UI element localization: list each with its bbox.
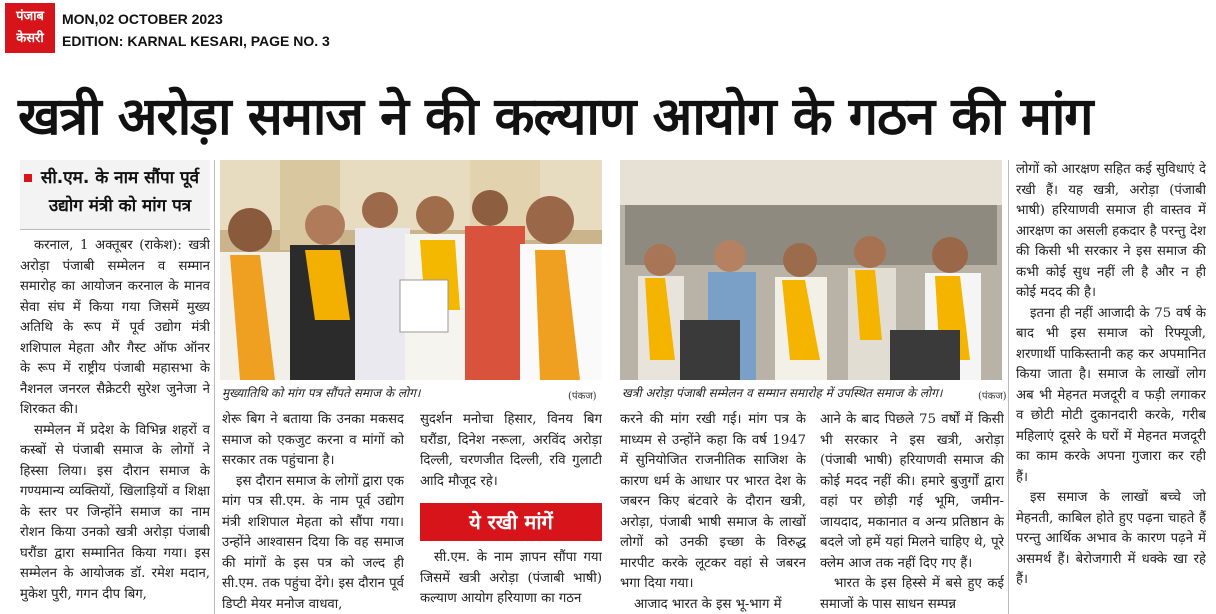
paragraph: करनाल, 1 अक्तूबर (राकेश): खत्री अरोड़ा पंजाबी सम्मेलन व सम्मान समारोह का आयोजन करनाल के मानव सेवा संघ में किया गया जिसमें मुख्य अतिथि के रूप में पूर्व उद्योग मंत्री शशिपाल मेहता और गैस्ट ऑफ ऑनर के रूप में राष्ट्रीय पंजाबी महासभा के नैशनल जनरल सैक्रेटरी सुरेश जुनेजा ने शिरकत की। bbox=[20, 238, 210, 417]
photo-audience bbox=[620, 160, 1002, 380]
paragraph: सुदर्शन मनोचा हिसार, विनय बिग घरौंडा, दिनेश नरूला, अरविंद अरोड़ा दिल्ली, चरणजीत दिल्ली, रवि गुलाटी आदि मौजूद रहे। bbox=[420, 412, 602, 489]
paragraph: सम्मेलन में प्रदेश के विभिन्न शहरों व कस्बों से पंजाबी समाज के लोगों ने हिस्सा लिया। इस दौरान समाज के गण्यमान्य व्यक्तियों, खिलाड़ियों व शिक्षा के स्तर पर जिन्होंने समाज का नाम रोशन किया उनको खत्री अरोड़ा पंजाबी घरौंडा द्वारा सम्मानित किया गया। इस सम्मेलन के आयोजक डॉ. रमेश मदान, मुकेश पुरी, गगन दीप बिग, bbox=[20, 422, 210, 602]
paragraph: इस समाज के लाखों बच्चे जो मेहनती, काबिल होते हुए पढ़ना चाहते हैं परन्तु आर्थिक अभाव के कारण पढ़ने में असमर्थ हैं। बेरोजगारी में धक्के खा रहे हैं। bbox=[1016, 490, 1206, 587]
subheadline bbox=[20, 160, 210, 230]
paragraph: शेरू बिग ने बताया कि उनका मकसद समाज को एकजुट करना व मांगों को सरकार तक पहुंचाना है। bbox=[222, 412, 404, 468]
article-column-4 bbox=[620, 410, 806, 614]
edition-header bbox=[0, 0, 1216, 60]
paragraph: आजाद भारत के इस भू-भाग में bbox=[634, 596, 782, 612]
paragraph: इतना ही नहीं आजादी के 75 वर्ष के बाद भी इस समाज को रिफ्यूजी, शरणार्थी पाकिस्तानी कह कर अपमानित किया जाता है। समाज के लाखों लोग अब भी मेहनत मजदूरी व फड़ी लगाकर व छोटी मोटी दुकानदारी करके, गरीब महिलाएं दूसरे के घरों में मेहनत मजदूरी का काम करके अपना गुजारा कर रही हैं। bbox=[1016, 305, 1206, 485]
paragraph: भारत के इस हिस्से में बसे हुए कई समाजों के पास साधन सम्पन्न bbox=[820, 576, 1004, 612]
column-divider bbox=[1008, 160, 1009, 614]
edition-date: MON,02 OCTOBER 2023 bbox=[62, 11, 223, 27]
photo-2-credit: (पंकज) bbox=[978, 391, 1007, 402]
article-column-2 bbox=[222, 410, 404, 614]
demands-box: ये रखी मांगें bbox=[420, 503, 602, 541]
photo-image bbox=[620, 160, 1002, 380]
bullet-square-icon bbox=[24, 174, 32, 182]
logo-line-1: पंजाब bbox=[16, 9, 44, 24]
photo-2-caption: खत्री अरोड़ा पंजाबी सम्मेलन व सम्मान समारोह में उपस्थित समाज के लोग। bbox=[622, 386, 943, 400]
paragraph: करने की मांग रखी गई। मांग पत्र के माध्यम से उन्होंने कहा कि वर्ष 1947 में सुनियोजित राजनीतिक साजिश के कारण धर्म के आधार पर भारत देश के जबरन किए बंटवारे के दौरान खत्री, अरोड़ा, पंजाबी भाषी समाज के लाखों लोगों को उनकी इच्छा के विरुद्ध मारपीट करके लूटकर वहां से जबरन भगा दिया गया। bbox=[620, 412, 806, 591]
article-column-5 bbox=[820, 410, 1004, 614]
paragraph: लोगों को आरक्षण सहित कई सुविधाएं दे रखी हैं। यह खत्री, अरोड़ा (पंजाबी भाषी) हरियाणवी समाज ही वास्तव में आरक्षण का असली हकदार है परन्तु देश की किसी भी सरकार ने इस समाज की कभी कोई सुध नहीं ली है और न ही कोई मदद की है। bbox=[1016, 162, 1206, 300]
subheadline-text: सी.एम. के नाम सौंपा पूर्व उद्योग मंत्री को मांग पत्र bbox=[40, 168, 200, 216]
photo-1-caption: मुख्यातिथि को मांग पत्र सौंपते समाज के लोग। bbox=[222, 386, 421, 400]
article-column-3 bbox=[420, 410, 602, 500]
page-headline: खत्री अरोड़ा समाज ने की कल्याण आयोग के गठन की मांग bbox=[18, 87, 1093, 147]
photo-handing-memorandum bbox=[220, 160, 602, 380]
newspaper-logo bbox=[5, 3, 55, 53]
edition-meta bbox=[62, 8, 330, 52]
edition-info: EDITION: KARNAL KESARI, PAGE NO. 3 bbox=[62, 33, 330, 49]
column-divider bbox=[214, 160, 215, 614]
article-column-1 bbox=[20, 236, 210, 614]
photo-1-credit: (पंकज) bbox=[568, 391, 597, 402]
paragraph: सी.एम. के नाम ज्ञापन सौंपा गया जिसमें खत्री अरोड़ा (पंजाबी भाषी) कल्याण आयोग हरियाणा का गठन bbox=[420, 550, 602, 606]
article-column-6 bbox=[1016, 160, 1206, 614]
logo-line-2: केसरी bbox=[16, 31, 44, 46]
article-column-3b bbox=[420, 548, 602, 614]
paragraph: आने के बाद पिछले 75 वर्षों में किसी भी सरकार ने इस खत्री, अरोड़ा (पंजाबी भाषी) हरियाणवी समाज की कोई मदद नहीं की। हमारे बुजुर्गों द्वारा वहां पर छोड़ी गई भूमि, जमीन-जायदाद, मकानात व अन्य प्रतिष्ठान के बदले जो हमें यहां मिलने चाहिए थे, पूरे क्लेम आज तक नहीं दिए गए हैं। bbox=[820, 412, 1004, 571]
photo-image bbox=[220, 160, 602, 380]
paragraph: इस दौरान समाज के लोगों द्वारा एक मांग पत्र सी.एम. के नाम पूर्व उद्योग मंत्री शशिपाल मेहता को सौंपा गया। उन्होंने आश्वासन दिया कि वह समाज की मांगों के इस पत्र को जल्द ही सी.एम. तक पहुंचा देंगे। इस दौरान पूर्व डिप्टी मेयर मनोज वाधवा, bbox=[222, 473, 404, 612]
